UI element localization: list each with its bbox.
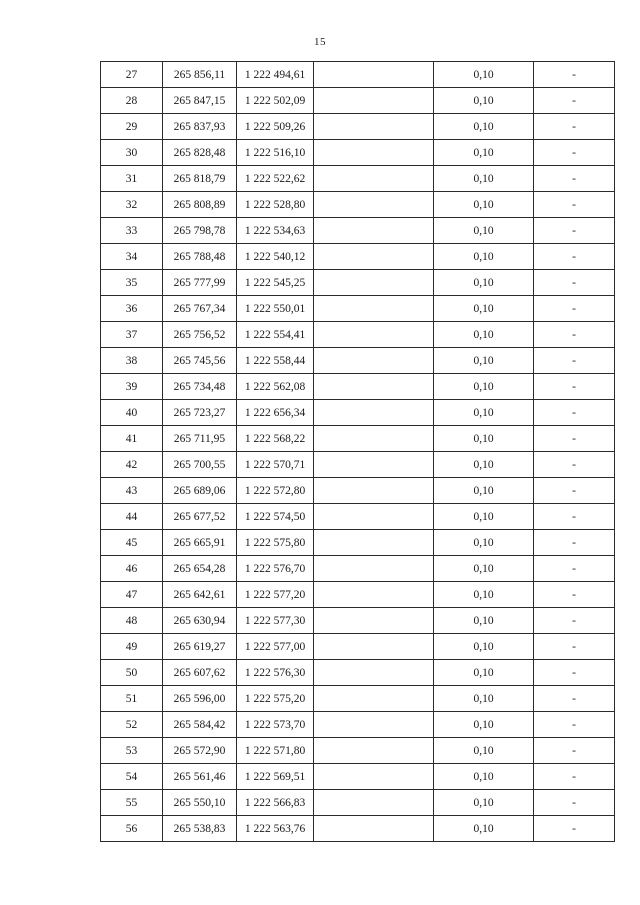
- table-row: [101, 88, 615, 114]
- value-cell: 0,10: [434, 114, 534, 140]
- empty-cell: [314, 686, 434, 712]
- dash-cell: -: [534, 530, 615, 556]
- empty-cell: [314, 816, 434, 842]
- dash-cell: -: [534, 452, 615, 478]
- dash-cell: -: [534, 478, 615, 504]
- table-row: [101, 712, 615, 738]
- value-cell: 0,10: [434, 88, 534, 114]
- x-coordinate-cell: 265 711,95: [163, 426, 237, 452]
- x-coordinate-cell: 265 677,52: [163, 504, 237, 530]
- table-row: [101, 140, 615, 166]
- value-cell: 0,10: [434, 738, 534, 764]
- x-coordinate-cell: 265 818,79: [163, 166, 237, 192]
- y-coordinate-cell: 1 222 574,50: [237, 504, 314, 530]
- point-number-cell: 48: [101, 608, 163, 634]
- table-row: [101, 192, 615, 218]
- dash-cell: -: [534, 62, 615, 88]
- y-coordinate-cell: 1 222 502,09: [237, 88, 314, 114]
- table-row: [101, 270, 615, 296]
- table-row: [101, 556, 615, 582]
- y-coordinate-cell: 1 222 572,80: [237, 478, 314, 504]
- table-row: [101, 816, 615, 842]
- value-cell: 0,10: [434, 62, 534, 88]
- y-coordinate-cell: 1 222 571,80: [237, 738, 314, 764]
- dash-cell: -: [534, 712, 615, 738]
- value-cell: 0,10: [434, 166, 534, 192]
- empty-cell: [314, 556, 434, 582]
- y-coordinate-cell: 1 222 562,08: [237, 374, 314, 400]
- point-number-cell: 49: [101, 634, 163, 660]
- x-coordinate-cell: 265 561,46: [163, 764, 237, 790]
- dash-cell: -: [534, 114, 615, 140]
- value-cell: 0,10: [434, 608, 534, 634]
- x-coordinate-cell: 265 828,48: [163, 140, 237, 166]
- value-cell: 0,10: [434, 452, 534, 478]
- empty-cell: [314, 790, 434, 816]
- coordinates-table: [100, 61, 615, 842]
- x-coordinate-cell: 265 837,93: [163, 114, 237, 140]
- y-coordinate-cell: 1 222 575,80: [237, 530, 314, 556]
- point-number-cell: 33: [101, 218, 163, 244]
- x-coordinate-cell: 265 689,06: [163, 478, 237, 504]
- page-number: 15: [314, 36, 326, 48]
- dash-cell: -: [534, 634, 615, 660]
- value-cell: 0,10: [434, 270, 534, 296]
- x-coordinate-cell: 265 700,55: [163, 452, 237, 478]
- value-cell: 0,10: [434, 244, 534, 270]
- dash-cell: -: [534, 140, 615, 166]
- value-cell: 0,10: [434, 192, 534, 218]
- dash-cell: -: [534, 790, 615, 816]
- table-row: [101, 504, 615, 530]
- point-number-cell: 32: [101, 192, 163, 218]
- empty-cell: [314, 738, 434, 764]
- point-number-cell: 31: [101, 166, 163, 192]
- empty-cell: [314, 88, 434, 114]
- y-coordinate-cell: 1 222 575,20: [237, 686, 314, 712]
- y-coordinate-cell: 1 222 540,12: [237, 244, 314, 270]
- point-number-cell: 52: [101, 712, 163, 738]
- empty-cell: [314, 660, 434, 686]
- y-coordinate-cell: 1 222 558,44: [237, 348, 314, 374]
- table-row: [101, 348, 615, 374]
- dash-cell: -: [534, 764, 615, 790]
- value-cell: 0,10: [434, 660, 534, 686]
- y-coordinate-cell: 1 222 509,26: [237, 114, 314, 140]
- dash-cell: -: [534, 582, 615, 608]
- empty-cell: [314, 192, 434, 218]
- empty-cell: [314, 348, 434, 374]
- empty-cell: [314, 478, 434, 504]
- y-coordinate-cell: 1 222 563,76: [237, 816, 314, 842]
- value-cell: 0,10: [434, 712, 534, 738]
- x-coordinate-cell: 265 607,62: [163, 660, 237, 686]
- point-number-cell: 39: [101, 374, 163, 400]
- y-coordinate-cell: 1 222 576,30: [237, 660, 314, 686]
- dash-cell: -: [534, 244, 615, 270]
- y-coordinate-cell: 1 222 573,70: [237, 712, 314, 738]
- y-coordinate-cell: 1 222 570,71: [237, 452, 314, 478]
- dash-cell: -: [534, 348, 615, 374]
- y-coordinate-cell: 1 222 577,30: [237, 608, 314, 634]
- x-coordinate-cell: 265 767,34: [163, 296, 237, 322]
- point-number-cell: 43: [101, 478, 163, 504]
- point-number-cell: 36: [101, 296, 163, 322]
- y-coordinate-cell: 1 222 566,83: [237, 790, 314, 816]
- x-coordinate-cell: 265 654,28: [163, 556, 237, 582]
- x-coordinate-cell: 265 808,89: [163, 192, 237, 218]
- point-number-cell: 50: [101, 660, 163, 686]
- empty-cell: [314, 400, 434, 426]
- x-coordinate-cell: 265 856,11: [163, 62, 237, 88]
- x-coordinate-cell: 265 572,90: [163, 738, 237, 764]
- point-number-cell: 30: [101, 140, 163, 166]
- point-number-cell: 34: [101, 244, 163, 270]
- x-coordinate-cell: 265 538,83: [163, 816, 237, 842]
- value-cell: 0,10: [434, 400, 534, 426]
- value-cell: 0,10: [434, 218, 534, 244]
- dash-cell: -: [534, 504, 615, 530]
- value-cell: 0,10: [434, 140, 534, 166]
- table-row: [101, 660, 615, 686]
- x-coordinate-cell: 265 723,27: [163, 400, 237, 426]
- table-row: [101, 62, 615, 88]
- y-coordinate-cell: 1 222 554,41: [237, 322, 314, 348]
- value-cell: 0,10: [434, 816, 534, 842]
- value-cell: 0,10: [434, 556, 534, 582]
- y-coordinate-cell: 1 222 516,10: [237, 140, 314, 166]
- point-number-cell: 56: [101, 816, 163, 842]
- table-row: [101, 478, 615, 504]
- dash-cell: -: [534, 686, 615, 712]
- value-cell: 0,10: [434, 764, 534, 790]
- empty-cell: [314, 374, 434, 400]
- y-coordinate-cell: 1 222 569,51: [237, 764, 314, 790]
- y-coordinate-cell: 1 222 522,62: [237, 166, 314, 192]
- empty-cell: [314, 582, 434, 608]
- dash-cell: -: [534, 374, 615, 400]
- dash-cell: -: [534, 738, 615, 764]
- table-row: [101, 608, 615, 634]
- y-coordinate-cell: 1 222 550,01: [237, 296, 314, 322]
- x-coordinate-cell: 265 777,99: [163, 270, 237, 296]
- coordinates-table-body: [101, 62, 615, 842]
- dash-cell: -: [534, 608, 615, 634]
- value-cell: 0,10: [434, 790, 534, 816]
- table-row: [101, 244, 615, 270]
- empty-cell: [314, 530, 434, 556]
- point-number-cell: 37: [101, 322, 163, 348]
- value-cell: 0,10: [434, 426, 534, 452]
- x-coordinate-cell: 265 665,91: [163, 530, 237, 556]
- table-row: [101, 790, 615, 816]
- point-number-cell: 54: [101, 764, 163, 790]
- dash-cell: -: [534, 218, 615, 244]
- table-row: [101, 322, 615, 348]
- empty-cell: [314, 712, 434, 738]
- empty-cell: [314, 608, 434, 634]
- x-coordinate-cell: 265 550,10: [163, 790, 237, 816]
- value-cell: 0,10: [434, 322, 534, 348]
- x-coordinate-cell: 265 596,00: [163, 686, 237, 712]
- table-row: [101, 452, 615, 478]
- empty-cell: [314, 140, 434, 166]
- table-row: [101, 738, 615, 764]
- x-coordinate-cell: 265 584,42: [163, 712, 237, 738]
- table-row: [101, 218, 615, 244]
- table-row: [101, 530, 615, 556]
- dash-cell: -: [534, 816, 615, 842]
- value-cell: 0,10: [434, 296, 534, 322]
- y-coordinate-cell: 1 222 577,00: [237, 634, 314, 660]
- x-coordinate-cell: 265 642,61: [163, 582, 237, 608]
- y-coordinate-cell: 1 222 534,63: [237, 218, 314, 244]
- y-coordinate-cell: 1 222 568,22: [237, 426, 314, 452]
- empty-cell: [314, 270, 434, 296]
- dash-cell: -: [534, 192, 615, 218]
- empty-cell: [314, 296, 434, 322]
- dash-cell: -: [534, 296, 615, 322]
- point-number-cell: 41: [101, 426, 163, 452]
- y-coordinate-cell: 1 222 545,25: [237, 270, 314, 296]
- point-number-cell: 42: [101, 452, 163, 478]
- empty-cell: [314, 244, 434, 270]
- x-coordinate-cell: 265 619,27: [163, 634, 237, 660]
- table-row: [101, 400, 615, 426]
- point-number-cell: 28: [101, 88, 163, 114]
- y-coordinate-cell: 1 222 576,70: [237, 556, 314, 582]
- x-coordinate-cell: 265 745,56: [163, 348, 237, 374]
- y-coordinate-cell: 1 222 656,34: [237, 400, 314, 426]
- value-cell: 0,10: [434, 686, 534, 712]
- point-number-cell: 53: [101, 738, 163, 764]
- y-coordinate-cell: 1 222 577,20: [237, 582, 314, 608]
- dash-cell: -: [534, 400, 615, 426]
- x-coordinate-cell: 265 734,48: [163, 374, 237, 400]
- point-number-cell: 44: [101, 504, 163, 530]
- point-number-cell: 35: [101, 270, 163, 296]
- y-coordinate-cell: 1 222 494,61: [237, 62, 314, 88]
- dash-cell: -: [534, 166, 615, 192]
- empty-cell: [314, 426, 434, 452]
- dash-cell: -: [534, 270, 615, 296]
- empty-cell: [314, 114, 434, 140]
- empty-cell: [314, 166, 434, 192]
- x-coordinate-cell: 265 788,48: [163, 244, 237, 270]
- dash-cell: -: [534, 660, 615, 686]
- table-row: [101, 686, 615, 712]
- point-number-cell: 27: [101, 62, 163, 88]
- table-row: [101, 634, 615, 660]
- point-number-cell: 47: [101, 582, 163, 608]
- value-cell: 0,10: [434, 530, 534, 556]
- point-number-cell: 51: [101, 686, 163, 712]
- y-coordinate-cell: 1 222 528,80: [237, 192, 314, 218]
- point-number-cell: 46: [101, 556, 163, 582]
- dash-cell: -: [534, 426, 615, 452]
- value-cell: 0,10: [434, 504, 534, 530]
- table-row: [101, 296, 615, 322]
- table-row: [101, 114, 615, 140]
- empty-cell: [314, 764, 434, 790]
- x-coordinate-cell: 265 756,52: [163, 322, 237, 348]
- x-coordinate-cell: 265 798,78: [163, 218, 237, 244]
- empty-cell: [314, 452, 434, 478]
- value-cell: 0,10: [434, 374, 534, 400]
- dash-cell: -: [534, 88, 615, 114]
- value-cell: 0,10: [434, 634, 534, 660]
- empty-cell: [314, 322, 434, 348]
- table-row: [101, 582, 615, 608]
- value-cell: 0,10: [434, 478, 534, 504]
- value-cell: 0,10: [434, 348, 534, 374]
- table-row: [101, 166, 615, 192]
- empty-cell: [314, 218, 434, 244]
- value-cell: 0,10: [434, 582, 534, 608]
- table-row: [101, 764, 615, 790]
- table-row: [101, 426, 615, 452]
- point-number-cell: 38: [101, 348, 163, 374]
- empty-cell: [314, 634, 434, 660]
- empty-cell: [314, 504, 434, 530]
- point-number-cell: 40: [101, 400, 163, 426]
- dash-cell: -: [534, 322, 615, 348]
- empty-cell: [314, 62, 434, 88]
- point-number-cell: 45: [101, 530, 163, 556]
- point-number-cell: 55: [101, 790, 163, 816]
- x-coordinate-cell: 265 847,15: [163, 88, 237, 114]
- x-coordinate-cell: 265 630,94: [163, 608, 237, 634]
- dash-cell: -: [534, 556, 615, 582]
- table-row: [101, 374, 615, 400]
- point-number-cell: 29: [101, 114, 163, 140]
